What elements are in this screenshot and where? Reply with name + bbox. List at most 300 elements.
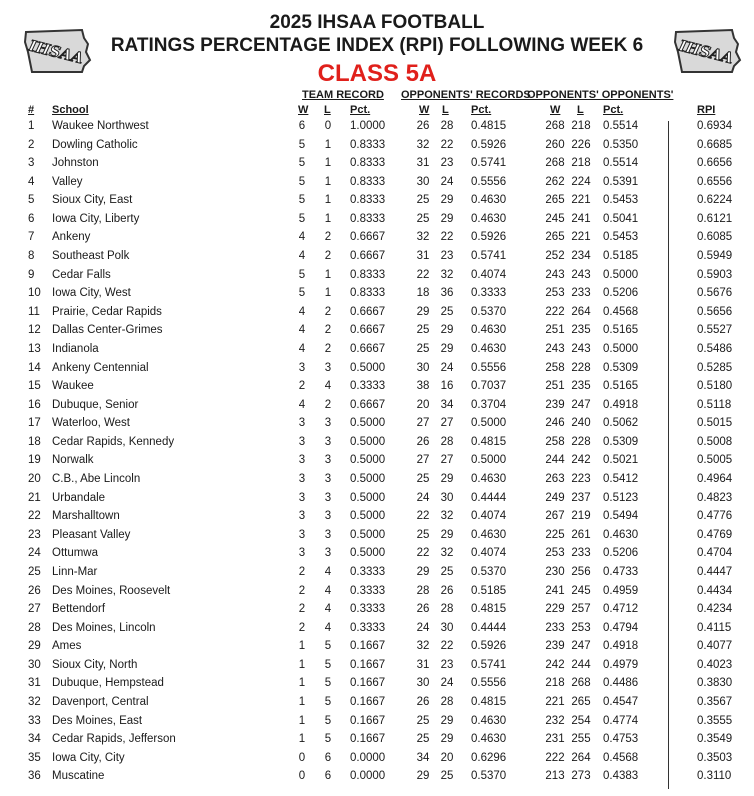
cell-team-w: 3 (298, 361, 306, 374)
cell-oo-pct: 0.5350 (603, 138, 639, 151)
cell-opp-l: 29 (440, 733, 454, 746)
table-row (0, 585, 754, 603)
cell-team-l: 2 (324, 324, 332, 337)
cell-oo-pct: 0.4959 (603, 584, 639, 597)
cell-oo-w: 268 (545, 157, 565, 170)
cell-team-w: 2 (298, 603, 306, 616)
cell-opp-l: 22 (440, 231, 454, 244)
cell-team-l: 2 (324, 342, 332, 355)
cell-rpi: 0.6656 (697, 157, 733, 170)
cell-school: Pleasant Valley (52, 528, 131, 541)
cell-oo-pct: 0.4918 (603, 640, 639, 653)
cell-oo-pct: 0.5412 (603, 473, 639, 486)
cell-rank: 34 (28, 733, 41, 746)
cell-school: Ames (52, 640, 82, 653)
cell-oo-pct: 0.5391 (603, 175, 639, 188)
cell-rpi: 0.5118 (697, 398, 732, 411)
col-rank-header: # (28, 104, 35, 116)
table-row (0, 399, 754, 417)
cell-opp-w: 29 (416, 305, 430, 318)
cell-oo-pct: 0.4568 (603, 751, 639, 764)
cell-opp-w: 25 (416, 473, 430, 486)
cell-team-w: 2 (298, 621, 306, 634)
cell-school: Des Moines, East (52, 714, 143, 727)
cell-oo-l: 235 (571, 324, 591, 337)
cell-oo-pct: 0.4630 (603, 528, 639, 541)
cell-oo-w: 231 (545, 733, 565, 746)
cell-team-l: 5 (324, 714, 332, 727)
cell-rank: 31 (28, 677, 41, 690)
table-row (0, 547, 754, 565)
cell-opp-pct: 0.5556 (471, 361, 507, 374)
cell-team-w: 3 (298, 454, 306, 467)
cell-opp-w: 25 (416, 528, 430, 541)
cell-rpi: 0.3830 (697, 677, 733, 690)
cell-team-w: 1 (298, 640, 306, 653)
cell-team-l: 3 (324, 510, 332, 523)
cell-team-w: 5 (298, 268, 306, 281)
cell-opp-w: 28 (416, 584, 430, 597)
table-row (0, 380, 754, 398)
cell-team-l: 4 (324, 380, 332, 393)
cell-opp-pct: 0.4630 (471, 714, 507, 727)
cell-oo-pct: 0.4794 (603, 621, 639, 634)
cell-oo-w: 232 (545, 714, 565, 727)
cell-oo-w: 258 (545, 435, 565, 448)
cell-rank: 26 (28, 584, 41, 597)
table-row (0, 231, 754, 249)
cell-school: Iowa City, City (52, 751, 125, 764)
cell-opp-pct: 0.6296 (471, 751, 507, 764)
cell-oo-l: 256 (571, 565, 591, 578)
cell-opp-pct: 0.5741 (471, 157, 507, 170)
cell-opp-pct: 0.4630 (471, 194, 507, 207)
cell-oo-l: 226 (571, 138, 591, 151)
cell-oo-l: 247 (571, 398, 591, 411)
cell-opp-l: 28 (440, 435, 454, 448)
cell-opp-pct: 0.5000 (471, 454, 507, 467)
cell-oo-l: 224 (571, 175, 591, 188)
cell-rpi: 0.5949 (697, 250, 733, 263)
cell-opp-w: 31 (416, 157, 430, 170)
cell-oo-pct: 0.4383 (603, 770, 639, 783)
cell-opp-pct: 0.4444 (471, 621, 507, 634)
cell-rank: 32 (28, 695, 41, 708)
cell-team-w: 2 (298, 565, 306, 578)
cell-rank: 35 (28, 751, 41, 764)
cell-school: Waukee (52, 380, 94, 393)
col-rpi-header: RPI (697, 104, 716, 116)
cell-team-w: 5 (298, 138, 306, 151)
cell-rank: 33 (28, 714, 41, 727)
col-school-header: School (52, 104, 89, 116)
cell-rank: 1 (28, 120, 35, 132)
cell-team-w: 0 (298, 770, 306, 783)
table-row (0, 492, 754, 510)
cell-oo-l: 233 (571, 287, 591, 300)
cell-opp-pct: 0.4630 (471, 528, 507, 541)
cell-school: Norwalk (52, 454, 94, 467)
cell-oo-w: 262 (545, 175, 565, 188)
cell-opp-pct: 0.7037 (471, 380, 507, 393)
cell-school: Dubuque, Hempstead (52, 677, 164, 690)
cell-opp-l: 22 (440, 138, 454, 151)
cell-team-l: 5 (324, 733, 332, 746)
cell-opp-pct: 0.5185 (471, 584, 507, 597)
col-oo-w-header: W (550, 104, 561, 116)
col-team-w-header: W (298, 104, 309, 116)
cell-team-pct: 0.5000 (350, 510, 386, 523)
cell-team-w: 2 (298, 380, 306, 393)
cell-oo-w: 230 (545, 565, 565, 578)
cell-opp-pct: 0.5926 (471, 138, 507, 151)
cell-school: Prairie, Cedar Rapids (52, 305, 162, 318)
cell-opp-l: 28 (440, 120, 454, 132)
cell-oo-pct: 0.4486 (603, 677, 639, 690)
cell-oo-l: 247 (571, 640, 591, 653)
cell-rank: 12 (28, 324, 41, 337)
cell-school: Waukee Northwest (52, 120, 149, 132)
cell-team-pct: 0.1667 (350, 695, 386, 708)
cell-oo-pct: 0.4979 (603, 658, 639, 671)
cell-opp-l: 34 (440, 398, 454, 411)
col-team-pct-header: Pct. (350, 104, 371, 116)
cell-oo-l: 241 (571, 212, 591, 225)
cell-oo-l: 242 (571, 454, 591, 467)
cell-oo-pct: 0.5206 (603, 287, 639, 300)
cell-oo-l: 228 (571, 361, 591, 374)
cell-opp-pct: 0.4815 (471, 695, 507, 708)
cell-oo-pct: 0.5123 (603, 491, 639, 504)
cell-team-l: 3 (324, 491, 332, 504)
cell-team-pct: 0.3333 (350, 584, 386, 597)
cell-opp-w: 22 (416, 268, 430, 281)
cell-opp-l: 29 (440, 324, 454, 337)
cell-team-pct: 0.8333 (350, 268, 386, 281)
cell-team-pct: 0.6667 (350, 305, 386, 318)
cell-opp-pct: 0.5000 (471, 417, 507, 430)
cell-team-w: 5 (298, 157, 306, 170)
cell-team-l: 3 (324, 361, 332, 374)
cell-opp-w: 32 (416, 640, 430, 653)
cell-rank: 5 (28, 194, 35, 207)
cell-team-pct: 0.6667 (350, 231, 386, 244)
cell-school: Southeast Polk (52, 250, 130, 263)
cell-opp-l: 25 (440, 305, 454, 318)
cell-opp-w: 29 (416, 565, 430, 578)
cell-team-pct: 0.1667 (350, 733, 386, 746)
cell-oo-w: 251 (545, 380, 565, 393)
cell-opp-pct: 0.5370 (471, 305, 507, 318)
cell-oo-pct: 0.5206 (603, 547, 639, 560)
cell-oo-pct: 0.4712 (603, 603, 639, 616)
cell-oo-w: 221 (545, 695, 565, 708)
table-row (0, 473, 754, 491)
cell-team-pct: 0.5000 (350, 547, 386, 560)
cell-team-pct: 0.3333 (350, 621, 386, 634)
cell-team-l: 4 (324, 584, 332, 597)
table-row (0, 640, 754, 658)
cell-opp-l: 29 (440, 528, 454, 541)
cell-team-w: 4 (298, 342, 306, 355)
cell-team-l: 4 (324, 621, 332, 634)
cell-rpi: 0.4447 (697, 565, 733, 578)
cell-oo-l: 234 (571, 250, 591, 263)
table-row (0, 362, 754, 380)
cell-oo-pct: 0.4774 (603, 714, 639, 727)
cell-rank: 11 (28, 305, 40, 318)
cell-oo-l: 240 (571, 417, 591, 430)
cell-oo-pct: 0.5021 (603, 454, 639, 467)
cell-oo-pct: 0.4568 (603, 305, 639, 318)
cell-rpi: 0.4023 (697, 658, 733, 671)
cell-oo-l: 243 (571, 268, 591, 281)
cell-oo-l: 218 (571, 120, 591, 132)
cell-oo-pct: 0.5514 (603, 157, 639, 170)
cell-team-pct: 0.1667 (350, 714, 386, 727)
cell-team-w: 1 (298, 695, 306, 708)
cell-rank: 2 (28, 138, 35, 151)
cell-opp-l: 32 (440, 547, 454, 560)
cell-school: Cedar Falls (52, 268, 111, 281)
cell-rpi: 0.4823 (697, 491, 733, 504)
cell-rank: 16 (28, 398, 41, 411)
cell-opp-pct: 0.4630 (471, 733, 507, 746)
cell-school: Linn-Mar (52, 565, 98, 578)
table-row (0, 157, 754, 175)
cell-oo-w: 233 (545, 621, 565, 634)
cell-opp-pct: 0.5926 (471, 231, 507, 244)
cell-rank: 7 (28, 231, 35, 244)
cell-rpi: 0.4704 (697, 547, 733, 560)
table-row (0, 269, 754, 287)
cell-oo-l: 253 (571, 621, 591, 634)
cell-team-w: 1 (298, 733, 306, 746)
cell-opp-w: 38 (416, 380, 430, 393)
cell-oo-pct: 0.5309 (603, 435, 639, 448)
cell-rank: 36 (28, 770, 41, 783)
cell-rank: 23 (28, 528, 41, 541)
cell-team-w: 3 (298, 491, 306, 504)
cell-rank: 19 (28, 454, 41, 467)
cell-team-w: 2 (298, 584, 306, 597)
cell-team-l: 3 (324, 435, 332, 448)
cell-team-l: 3 (324, 528, 332, 541)
cell-oo-w: 218 (545, 677, 565, 690)
cell-opp-w: 25 (416, 342, 430, 355)
cell-team-l: 2 (324, 305, 332, 318)
cell-team-w: 1 (298, 677, 306, 690)
cell-opp-pct: 0.5556 (471, 175, 507, 188)
cell-opp-pct: 0.5556 (471, 677, 507, 690)
cell-oo-l: 228 (571, 435, 591, 448)
table-row (0, 510, 754, 528)
cell-team-l: 4 (324, 603, 332, 616)
table-row (0, 324, 754, 342)
cell-oo-w: 242 (545, 658, 565, 671)
cell-team-pct: 0.3333 (350, 565, 386, 578)
cell-rank: 6 (28, 212, 35, 225)
team-record-header: TEAM RECORD (302, 89, 384, 101)
cell-rank: 21 (28, 491, 41, 504)
cell-opp-pct: 0.4630 (471, 324, 507, 337)
cell-oo-w: 253 (545, 287, 565, 300)
cell-team-pct: 0.1667 (350, 677, 386, 690)
cell-oo-w: 251 (545, 324, 565, 337)
report-title: 2025 IHSAA FOOTBALL (269, 12, 485, 33)
cell-oo-l: 237 (571, 491, 591, 504)
cell-team-w: 1 (298, 714, 306, 727)
cell-oo-w: 265 (545, 231, 565, 244)
cell-opp-w: 25 (416, 714, 430, 727)
cell-oo-w: 222 (545, 305, 565, 318)
cell-rpi: 0.5180 (697, 380, 733, 393)
cell-team-l: 1 (324, 212, 332, 225)
cell-oo-w: 222 (545, 751, 565, 764)
cell-opp-w: 32 (416, 231, 430, 244)
cell-school: Sioux City, East (52, 194, 133, 207)
cell-opp-l: 25 (440, 565, 454, 578)
cell-oo-w: 268 (545, 120, 565, 132)
cell-school: Iowa City, West (52, 287, 131, 300)
cell-rank: 13 (28, 342, 41, 355)
cell-opp-pct: 0.3333 (471, 287, 507, 300)
cell-rank: 18 (28, 435, 41, 448)
cell-oo-l: 219 (571, 510, 591, 523)
cell-rpi: 0.5527 (697, 324, 733, 337)
cell-rpi: 0.6934 (697, 120, 733, 132)
cell-opp-pct: 0.4074 (471, 547, 507, 560)
cell-team-w: 1 (298, 658, 306, 671)
cell-team-l: 4 (324, 565, 332, 578)
cell-oo-pct: 0.5309 (603, 361, 639, 374)
cell-opp-l: 29 (440, 342, 454, 355)
cell-oo-pct: 0.5165 (603, 324, 639, 337)
table-row (0, 287, 754, 305)
cell-team-w: 5 (298, 287, 306, 300)
cell-opp-l: 23 (440, 157, 454, 170)
cell-oo-l: 244 (571, 658, 591, 671)
table-row (0, 250, 754, 268)
cell-oo-w: 246 (545, 417, 565, 430)
cell-oo-w: 265 (545, 194, 565, 207)
cell-opp-w: 22 (416, 547, 430, 560)
cell-opp-w: 26 (416, 603, 430, 616)
cell-opp-pct: 0.4074 (471, 268, 507, 281)
cell-team-l: 3 (324, 473, 332, 486)
cell-opp-pct: 0.4815 (471, 120, 507, 132)
col-team-l-header: L (324, 104, 331, 116)
cell-opp-l: 28 (440, 603, 454, 616)
col-opp-w-header: W (419, 104, 430, 116)
cell-oo-pct: 0.4918 (603, 398, 639, 411)
report-subtitle: RATINGS PERCENTAGE INDEX (RPI) FOLLOWING WEEK 6 (110, 35, 644, 56)
table-row (0, 306, 754, 324)
cell-team-l: 5 (324, 658, 332, 671)
cell-oo-pct: 0.4753 (603, 733, 639, 746)
cell-rank: 25 (28, 565, 41, 578)
cell-rank: 17 (28, 417, 41, 430)
cell-team-pct: 0.6667 (350, 342, 386, 355)
cell-oo-l: 235 (571, 380, 591, 393)
cell-team-l: 6 (324, 751, 332, 764)
cell-team-pct: 0.5000 (350, 473, 386, 486)
cell-rank: 29 (28, 640, 41, 653)
cell-team-w: 3 (298, 547, 306, 560)
cell-oo-l: 221 (571, 231, 591, 244)
cell-oo-pct: 0.5185 (603, 250, 639, 263)
table-row (0, 696, 754, 714)
cell-oo-w: 229 (545, 603, 565, 616)
cell-oo-w: 243 (545, 342, 565, 355)
cell-oo-l: 268 (571, 677, 591, 690)
cell-opp-pct: 0.5370 (471, 565, 507, 578)
cell-opp-pct: 0.3704 (471, 398, 507, 411)
table-row (0, 454, 754, 472)
cell-school: Davenport, Central (52, 695, 149, 708)
cell-team-l: 3 (324, 547, 332, 560)
cell-team-l: 1 (324, 157, 332, 170)
cell-rank: 9 (28, 268, 35, 281)
cell-team-pct: 0.0000 (350, 751, 386, 764)
cell-oo-w: 239 (545, 398, 565, 411)
cell-team-w: 3 (298, 435, 306, 448)
cell-team-w: 6 (298, 120, 306, 132)
cell-opp-pct: 0.4074 (471, 510, 507, 523)
cell-oo-pct: 0.5000 (603, 268, 639, 281)
cell-opp-pct: 0.5741 (471, 658, 507, 671)
cell-team-l: 1 (324, 138, 332, 151)
table-row (0, 733, 754, 751)
table-row (0, 622, 754, 640)
cell-opp-w: 25 (416, 324, 430, 337)
cell-school: Dowling Catholic (52, 138, 138, 151)
cell-opp-w: 25 (416, 733, 430, 746)
cell-team-l: 1 (324, 287, 332, 300)
table-row (0, 603, 754, 621)
cell-rpi: 0.6556 (697, 175, 733, 188)
cell-team-w: 3 (298, 417, 306, 430)
cell-oo-pct: 0.5494 (603, 510, 639, 523)
cell-rank: 28 (28, 621, 41, 634)
table-row (0, 176, 754, 194)
cell-school: Indianola (52, 342, 99, 355)
cell-oo-l: 223 (571, 473, 591, 486)
cell-rank: 8 (28, 250, 35, 263)
cell-opp-pct: 0.4815 (471, 603, 507, 616)
cell-oo-pct: 0.5165 (603, 380, 639, 393)
cell-team-pct: 0.6667 (350, 398, 386, 411)
cell-oo-pct: 0.5062 (603, 417, 639, 430)
cell-team-w: 3 (298, 473, 306, 486)
cell-team-pct: 0.5000 (350, 417, 386, 430)
cell-rank: 22 (28, 510, 41, 523)
cell-team-pct: 0.8333 (350, 212, 386, 225)
cell-oo-l: 221 (571, 194, 591, 207)
cell-school: Cedar Rapids, Kennedy (52, 435, 175, 448)
table-row (0, 677, 754, 695)
cell-school: Des Moines, Lincoln (52, 621, 156, 634)
cell-school: Iowa City, Liberty (52, 212, 140, 225)
cell-rank: 24 (28, 547, 41, 560)
cell-oo-w: 260 (545, 138, 565, 151)
cell-team-pct: 0.8333 (350, 157, 386, 170)
cell-rpi: 0.3503 (697, 751, 733, 764)
cell-rpi: 0.4776 (697, 510, 733, 523)
cell-school: Urbandale (52, 491, 106, 504)
cell-rpi: 0.6685 (697, 138, 733, 151)
cell-team-pct: 0.8333 (350, 138, 386, 151)
